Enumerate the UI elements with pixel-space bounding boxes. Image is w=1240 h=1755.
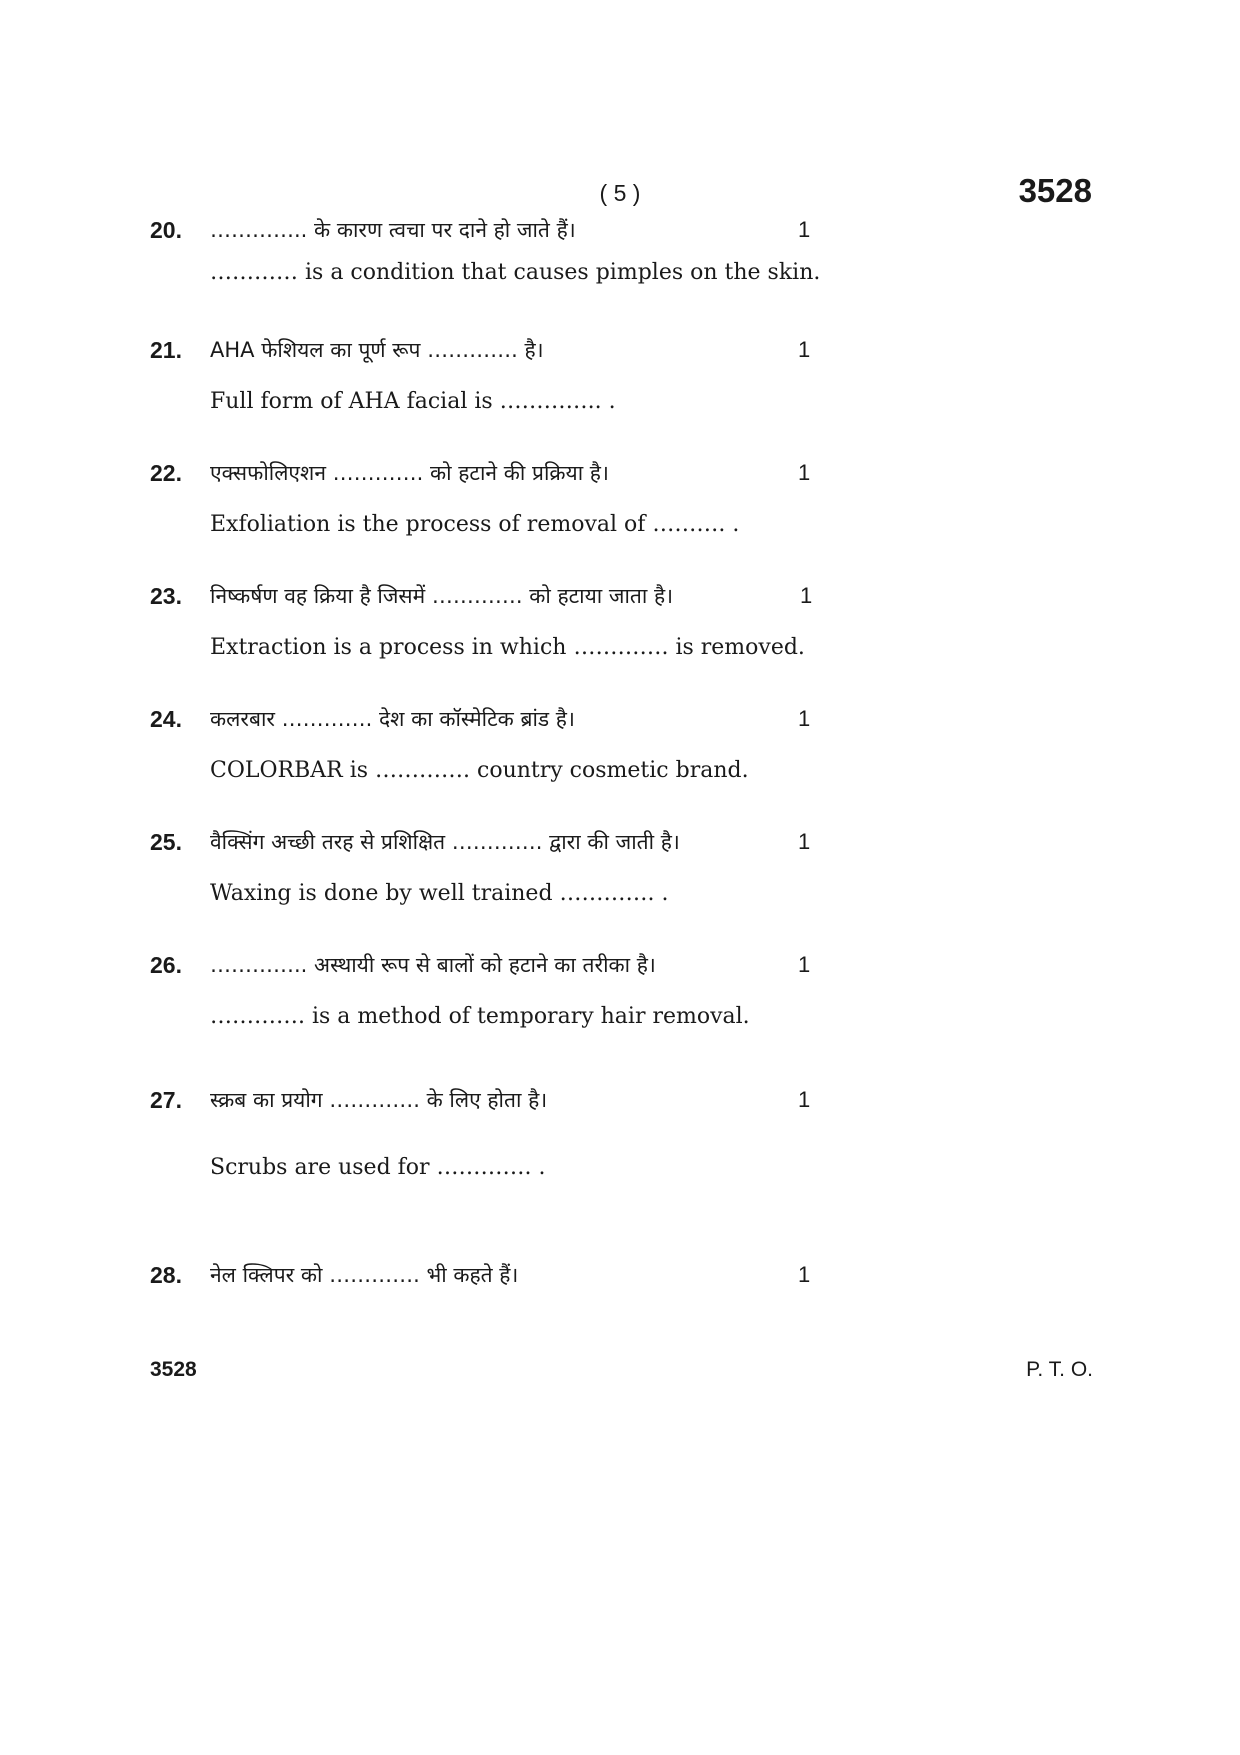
question-text-english: ………… is a condition that causes pimples on the skin. (210, 260, 821, 285)
question-number: 24. (150, 706, 182, 732)
question-marks: 1 (798, 952, 811, 977)
question-27 (150, 1083, 850, 1185)
question-number: 26. (150, 952, 182, 978)
question-text-hindi: निष्कर्षण वह क्रिया है जिसमें …………. को हटाया जाता है। (210, 584, 674, 608)
question-24 (150, 702, 850, 788)
question-marks: 1 (798, 337, 811, 362)
question-text-english: Scrubs are used for …………. . (210, 1155, 546, 1180)
question-28 (150, 1258, 850, 1292)
question-text-english: Waxing is done by well trained …………. . (210, 881, 669, 906)
question-marks: 1 (798, 1087, 811, 1112)
question-number: 25. (150, 829, 182, 855)
question-number: 27. (150, 1087, 182, 1113)
question-text-hindi: ………….. के कारण त्वचा पर दाने हो जाते हैं। (210, 218, 576, 242)
question-26 (150, 948, 850, 1034)
question-marks: 1 (798, 460, 811, 485)
paper-code-header: 3528 (1018, 172, 1092, 209)
question-number: 28. (150, 1262, 182, 1288)
question-number: 22. (150, 460, 182, 486)
question-25 (150, 825, 850, 911)
question-text-hindi: एक्सफोलिएशन …………. को हटाने की प्रक्रिया है। (210, 461, 609, 485)
page-number: ( 5 ) (599, 180, 641, 206)
question-23 (150, 579, 850, 665)
question-text-english: COLORBAR is …………. country cosmetic brand. (210, 758, 749, 783)
paper-code-footer: 3528 (150, 1358, 197, 1381)
question-number: 23. (150, 583, 182, 609)
question-marks: 1 (798, 1262, 811, 1287)
question-marks: 1 (798, 829, 811, 854)
question-20 (150, 213, 850, 290)
question-text-english: Full form of AHA facial is ………….. . (210, 389, 616, 414)
question-text-hindi: AHA फेशियल का पूर्ण रूप …………. है। (210, 338, 544, 362)
please-turn-over: P. T. O. (1026, 1358, 1093, 1381)
question-text-english: …………. is a method of temporary hair removal. (210, 1004, 750, 1029)
question-21 (150, 333, 850, 419)
question-text-hindi: वैक्सिंग अच्छी तरह से प्रशिक्षित …………. द्वारा की जाती है। (210, 830, 680, 854)
question-22 (150, 456, 850, 542)
question-number: 21. (150, 337, 182, 363)
question-marks: 1 (800, 583, 813, 608)
question-text-english: Extraction is a process in which …………. is removed. (210, 635, 805, 660)
question-text-hindi: नेल क्लिपर को …………. भी कहते हैं। (210, 1263, 519, 1287)
question-text-english: Exfoliation is the process of removal of ………. . (210, 512, 740, 537)
question-number: 20. (150, 217, 182, 243)
question-marks: 1 (798, 217, 811, 242)
question-text-hindi: कलरबार …………. देश का कॉस्मेटिक ब्रांड है। (210, 707, 575, 731)
question-text-hindi: स्क्रब का प्रयोग …………. के लिए होता है। (210, 1088, 548, 1112)
question-marks: 1 (798, 706, 811, 731)
question-text-hindi: ………….. अस्थायी रूप से बालों को हटाने का तरीका है। (210, 953, 656, 977)
